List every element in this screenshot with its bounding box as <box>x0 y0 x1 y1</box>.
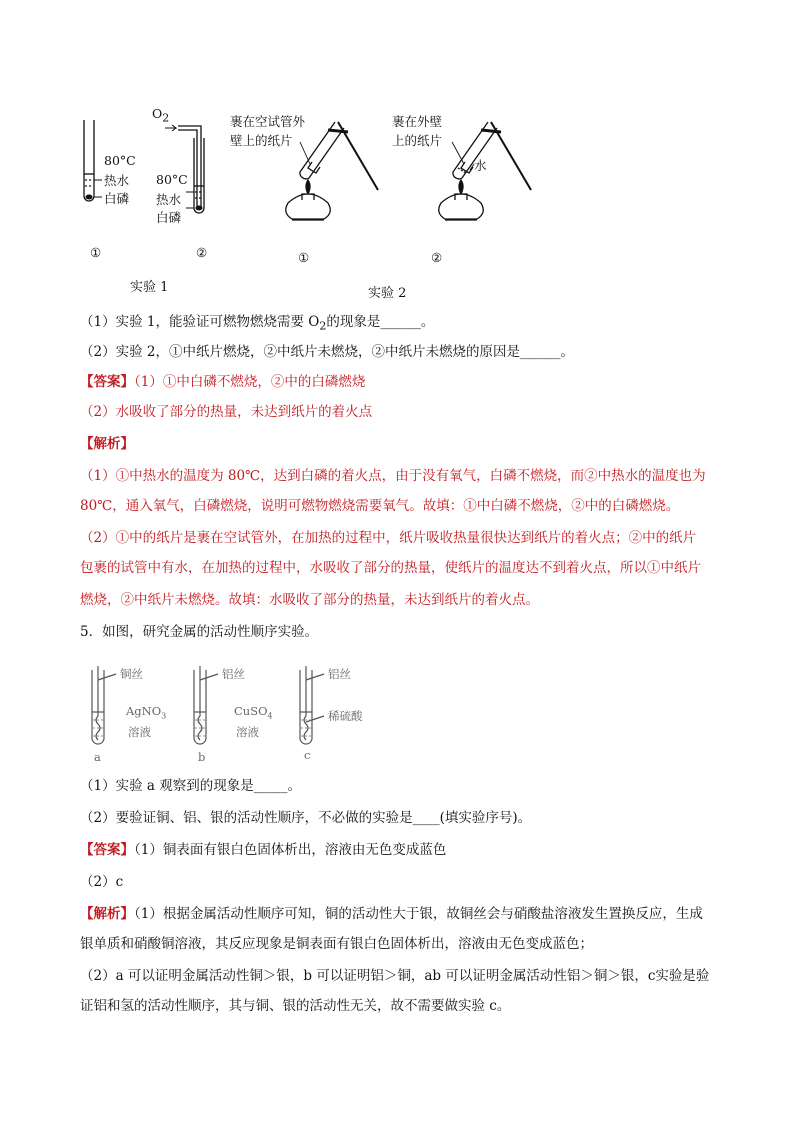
q4-analysis-1a: （1）①中热水的温度为 80℃，达到白磷的着火点，由于没有氧气，白磷不燃烧，而②中热水的温度也为 <box>80 468 706 484</box>
q5-analysis-1a: 【解析】（1）根据金属活动性顺序可知，铜的活动性大于银，故铜丝会与硝酸盐溶液发生置换反应，生成 <box>80 906 703 922</box>
q5-question-2: （2）要验证铜、铝、银的活动性顺序，不必做的实验是____(填实验序号)。 <box>80 810 532 826</box>
q5-analysis-1b: 银单质和硝酸铜溶液，其反应现象是铜表面有银白色固体析出，溶液由无色变成蓝色； <box>80 936 593 952</box>
tube2-temp: 80°C <box>156 172 188 187</box>
apparatus2-label-line1: 裹在外壁 <box>392 114 443 129</box>
q4-answer-2: （2）水吸收了部分的热量，未达到纸片的着火点 <box>80 404 373 420</box>
q5-answer-1: 【答案】（1）铜表面有银白色固体析出，溶液由无色变成蓝色 <box>80 842 447 858</box>
tube1-phosphorus: 白磷 <box>104 191 130 206</box>
tube-c-tag: c <box>304 748 311 762</box>
tube-a-tag: a <box>94 750 101 764</box>
white-phosphorus-2 <box>196 206 203 211</box>
q4-analysis-2c: 燃烧，②中纸片未燃烧。故填：水吸收了部分的热量，未达到纸片的着火点。 <box>80 592 539 608</box>
figure-metal-activity <box>82 660 402 768</box>
tube-b-wire: 铝丝 <box>222 667 245 681</box>
tube-c-wire: 铝丝 <box>328 667 351 681</box>
apparatus-1 <box>286 122 378 220</box>
tube-b-tag: b <box>198 750 206 764</box>
q4-analysis-1b: 80℃，通入氧气，白磷燃烧，说明可燃物燃烧需要氧气。故填：①中白磷不燃烧，②中的白磷燃烧。 <box>80 498 680 514</box>
combustion-apparatus-drawing <box>70 100 590 305</box>
q4-question-1: （1）实验 1，能验证可燃物燃烧需要 $O_2$的现象是______。 <box>80 314 435 333</box>
tube-a-wire: 铜丝 <box>120 667 143 681</box>
tube-a-solution-2: 溶液 <box>128 725 151 739</box>
test-tube-1 <box>84 120 94 201</box>
q4-answer-1: 【答案】（1）①中白磷不燃烧，②中的白磷燃烧 <box>80 374 366 390</box>
apparatus1-label-line1: 裹在空试管外 <box>230 114 306 129</box>
q5-question-1: （1）实验 a 观察到的现象是_____。 <box>80 778 301 794</box>
q5-analysis-2a: （2）a 可以证明金属活动性铜＞银，b 可以证明铝＞铜，ab 可以证明金属活动性铝＞铜＞银，c实验是验 <box>80 968 710 984</box>
tube2-number: ② <box>196 245 208 260</box>
q4-analysis-2b: 包裹的试管中有水，在加热的过程中，水吸收了部分的热量，使纸片的温度达不到着火点，所以①中纸片 <box>80 560 701 576</box>
tube-b-solution-2: 溶液 <box>236 725 259 739</box>
apparatus2-number: ② <box>431 250 443 265</box>
tube-a-solution: AgNO$_3$ <box>126 704 167 721</box>
figure-experiment-1-2 <box>70 100 590 305</box>
tube-c-solution: 稀硫酸 <box>328 709 363 723</box>
white-phosphorus-1 <box>86 195 93 200</box>
q4-analysis-tag: 【解析】 <box>80 436 134 452</box>
tube2-water: 热水 <box>156 192 182 207</box>
tube-b-solution: CuSO$_4$ <box>234 704 273 721</box>
tube1-water: 热水 <box>104 173 130 188</box>
q5-title: 5．如图，研究金属的活动性顺序实验。 <box>80 624 319 640</box>
gas-label: $O_2$ <box>152 106 170 125</box>
experiment-2-caption: 实验 2 <box>368 286 407 301</box>
tube2-phosphorus: 白磷 <box>156 210 182 225</box>
q4-analysis-2a: （2）①中的纸片是裹在空试管外，在加热的过程中，纸片吸收热量很快达到纸片的着火点；②中的纸片 <box>80 530 697 546</box>
q5-answer-2: （2）c <box>80 874 124 890</box>
test-tube-2 <box>178 126 204 213</box>
q4-question-2: （2）实验 2，①中纸片燃烧，②中纸片未燃烧，②中纸片未燃烧的原因是______。 <box>80 344 574 360</box>
tube1-temp: 80°C <box>104 153 136 168</box>
q5-analysis-2b: 证铝和氢的活动性顺序，其与铜、银的活动性无关，故不需要做实验 c。 <box>80 998 511 1014</box>
tube1-number: ① <box>90 245 102 260</box>
apparatus1-label-line2: 壁上的纸片 <box>230 133 293 148</box>
apparatus1-number: ① <box>298 250 310 265</box>
arrow-icon <box>165 125 176 131</box>
apparatus2-water: 水 <box>474 158 487 173</box>
experiment-1-caption: 实验 1 <box>130 280 169 295</box>
apparatus2-label-line2: 上的纸片 <box>392 133 443 148</box>
